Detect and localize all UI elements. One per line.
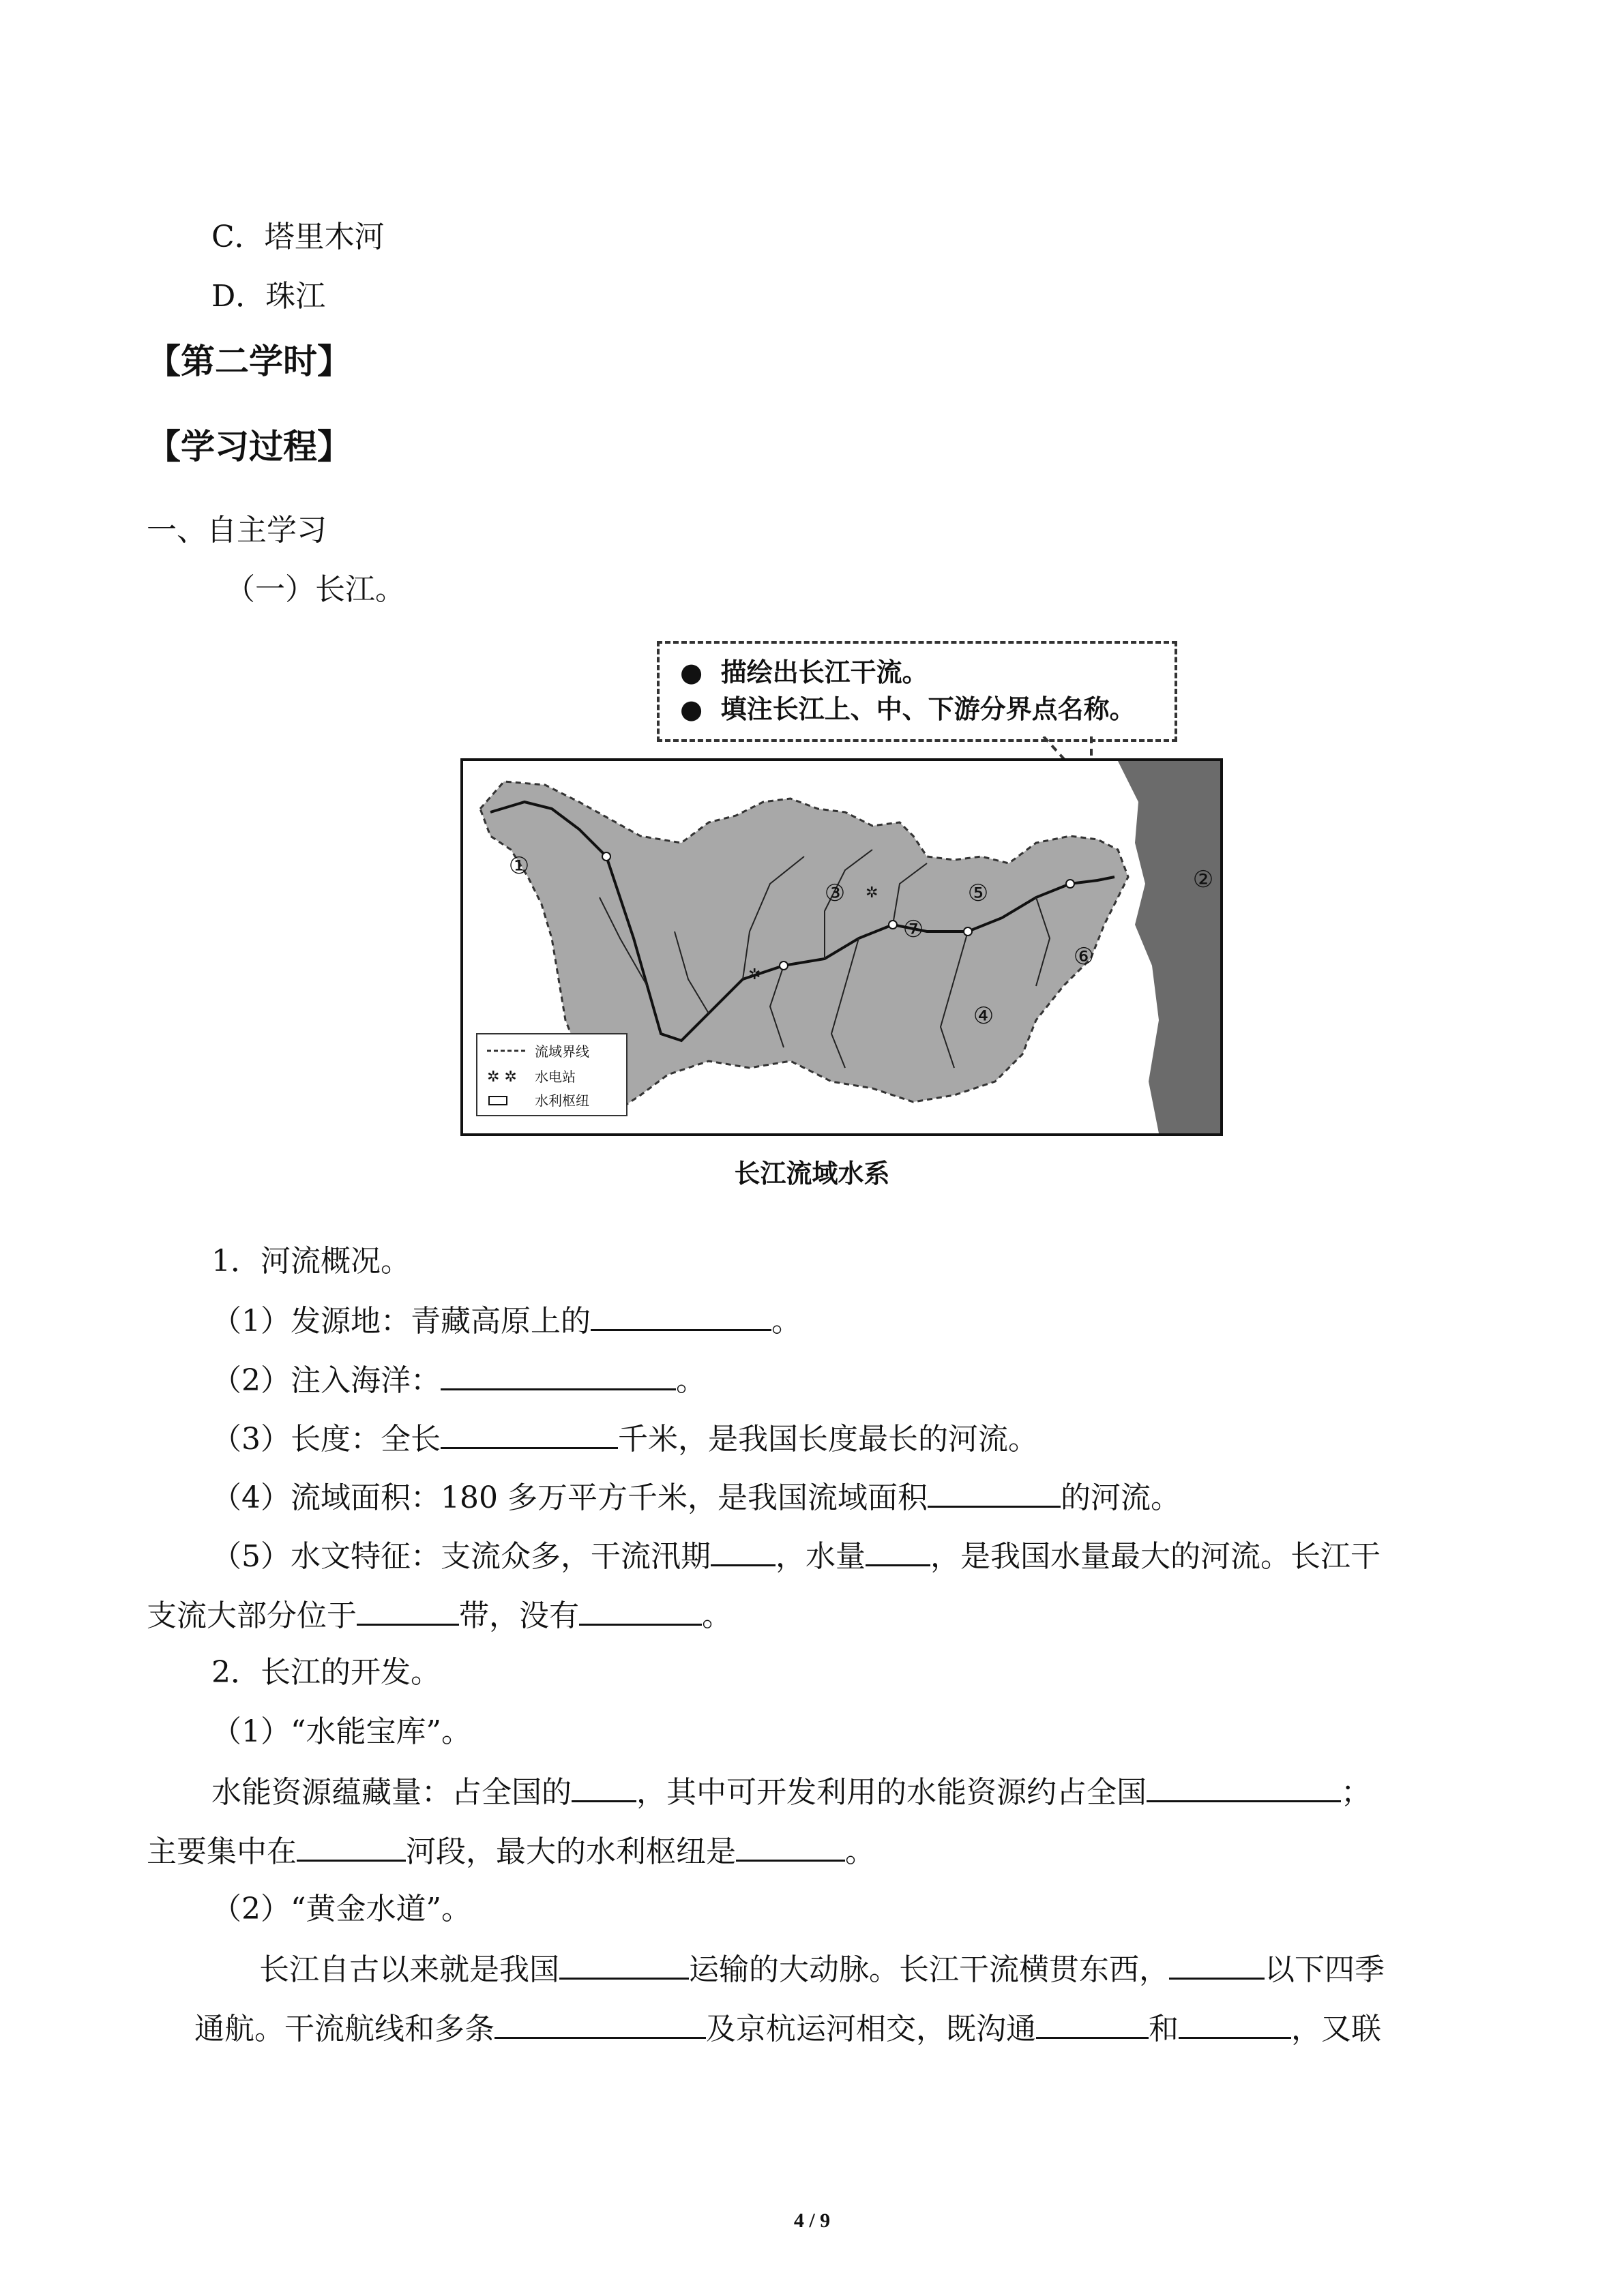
q2-s1-line1: 水能资源蕴藏量：占全国的 ，其中可开发利用的水能资源约占全国 ； [211, 1770, 1371, 1813]
q1-p2: （2）注入海洋： 。 [211, 1358, 706, 1401]
bullet-icon: ● [680, 694, 721, 724]
city-dot [1066, 880, 1074, 888]
answer-blank[interactable] [591, 1299, 771, 1331]
legend-boundary-label: 流域界线 [535, 1043, 589, 1060]
option-d: D．珠江 [211, 279, 326, 314]
marker-7: ⑦ [902, 916, 924, 943]
q1-p4: （4）流域面积：180 多万平方千米，是我国流域面积 的河流。 [211, 1476, 1181, 1519]
option-c: C．塔里木河 [211, 220, 385, 254]
answer-blank[interactable] [441, 1417, 618, 1449]
answer-blank[interactable] [441, 1358, 676, 1390]
answer-blank[interactable] [297, 1830, 406, 1862]
city-dot [964, 927, 972, 936]
callout-line-1: 描绘出长江干流。 [720, 657, 928, 687]
q2-s1: （1）“水能宝库”。 [211, 1714, 471, 1749]
section-sub: （一）长江。 [225, 572, 405, 607]
hydro-station-icon: ✲ [866, 884, 879, 901]
answer-blank[interactable] [736, 1830, 845, 1862]
answer-blank[interactable] [1036, 2007, 1149, 2039]
callout-line-2: 填注长江上、中、下游分界点名称。 [720, 694, 1136, 724]
answer-blank[interactable] [559, 1948, 689, 1980]
city-dot [889, 921, 897, 929]
q2-title: 2．长江的开发。 [211, 1655, 441, 1690]
answer-blank[interactable] [1147, 1770, 1341, 1802]
q2-s2: （2）“黄金水道”。 [211, 1892, 471, 1926]
city-dot [780, 961, 788, 970]
sea-area [1118, 761, 1220, 1133]
q2-s2-line1: 长江自古以来就是我国 运输的大动脉。长江干流横贯东西， 以下四季 [259, 1948, 1385, 1991]
q1-p1: （1）发源地：青藏高原上的 。 [211, 1299, 801, 1342]
answer-blank[interactable] [494, 2007, 706, 2039]
q1-p3: （3）长度：全长 千米，是我国长度最长的河流。 [211, 1417, 1038, 1460]
bullet-icon: ● [680, 657, 721, 687]
map-graphic [463, 761, 1220, 1133]
legend-hydro-label: 水电站 [535, 1069, 576, 1085]
q1-p5-line2: 支流大部分位于 带，没有 。 [147, 1594, 732, 1637]
q2-s1-line2: 主要集中在 河段，最大的水利枢纽是 。 [147, 1830, 875, 1873]
q2-s2-line2: 通航。干流航线和多条 及京杭运河相交，既沟通 和 ，又联 [194, 2007, 1381, 2050]
yangtze-basin-map [460, 758, 1223, 1136]
city-dot [602, 852, 610, 861]
answer-blank[interactable] [579, 1594, 702, 1626]
marker-1: ① [508, 852, 530, 880]
marker-5: ⑤ [967, 880, 989, 907]
page-number: 4 / 9 [793, 2209, 831, 2232]
answer-blank[interactable] [928, 1476, 1061, 1508]
legend-hydro-icon: ✲ ✲ [487, 1069, 517, 1086]
heading-session: 【第二学时】 [147, 342, 351, 381]
answer-blank[interactable] [357, 1594, 459, 1626]
q1-p5-line1: （5）水文特征：支流众多，干流汛期 ，水量 ，是我国水量最大的河流。长江干 [211, 1534, 1381, 1577]
marker-3: ③ [824, 880, 846, 907]
answer-blank[interactable] [572, 1770, 636, 1802]
map-caption: 长江流域水系 [734, 1159, 890, 1189]
q1-title: 1．河流概况。 [211, 1244, 411, 1279]
marker-4: ④ [973, 1002, 994, 1030]
legend-hub-label: 水利枢纽 [535, 1092, 589, 1109]
map-callout [657, 641, 1177, 742]
answer-blank[interactable] [711, 1534, 776, 1566]
heading-process: 【学习过程】 [147, 427, 351, 466]
section-title: 一、自主学习 [147, 513, 327, 548]
hydro-station-icon: ✲ [748, 966, 761, 983]
marker-2: ② [1192, 866, 1214, 893]
marker-6: ⑥ [1073, 943, 1095, 970]
answer-blank[interactable] [1169, 1948, 1265, 1980]
answer-blank[interactable] [1179, 2007, 1291, 2039]
answer-blank[interactable] [866, 1534, 930, 1566]
